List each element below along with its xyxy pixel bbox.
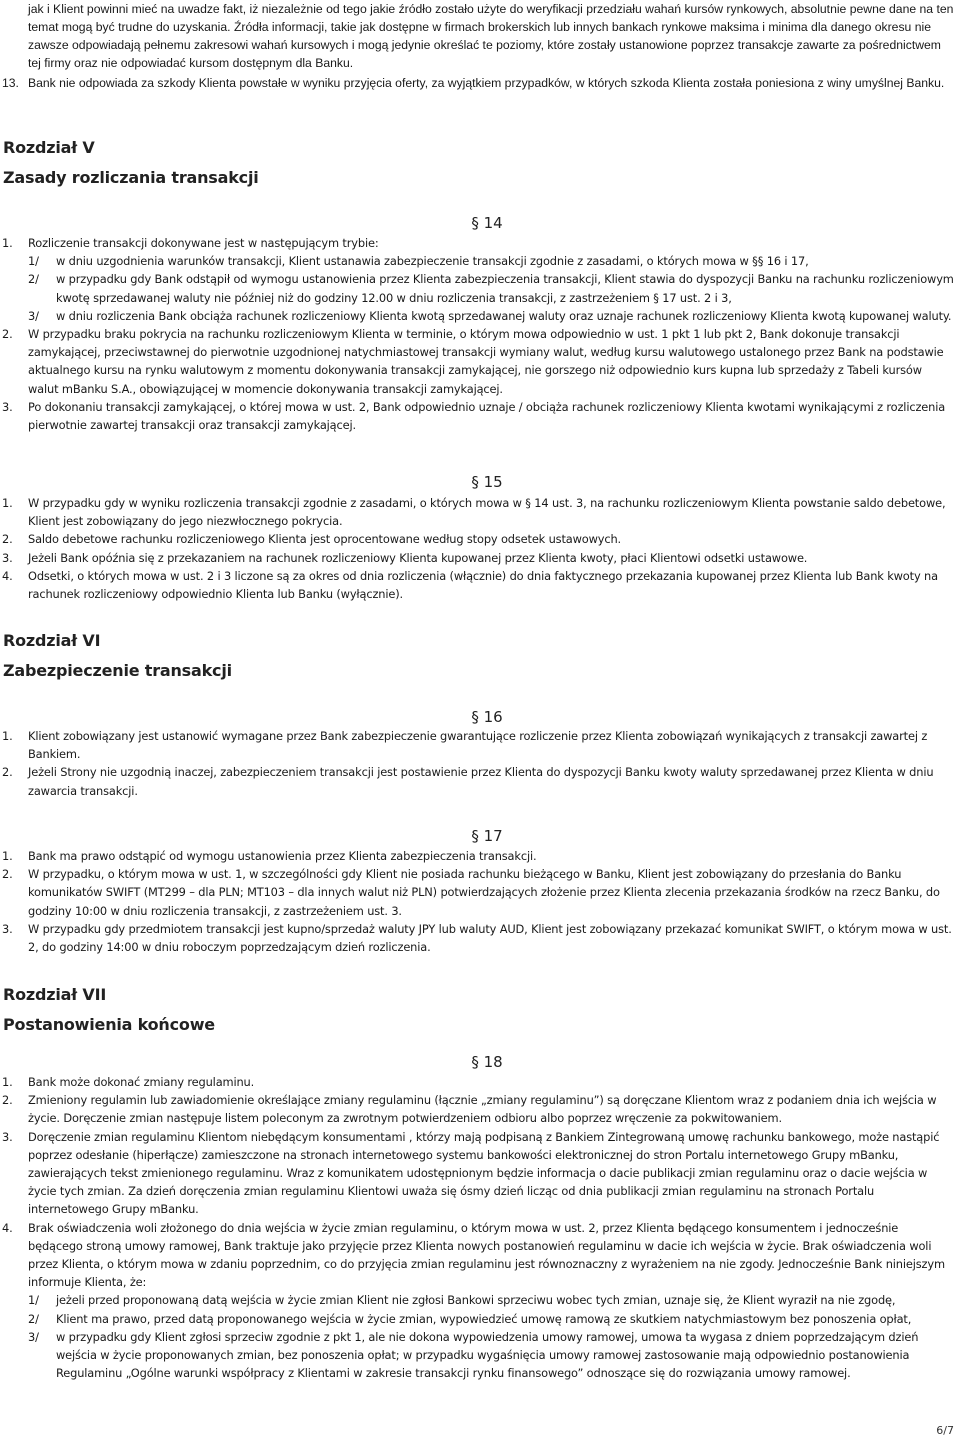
item-text: Odsetki, o których mowa w ust. 2 i 3 liczone są za okres od dnia rozliczenia (włącznie) do dnia faktycznego przekazania kupowanej przez Klienta lub Bank kwoty na rachunek rozliczeniowy odpowiednio Klienta lub Banku (wyłącznie). xyxy=(28,568,938,602)
sub-number: 2/ xyxy=(28,1311,39,1326)
item-text: Brak oświadczenia woli złożonego do dnia wejścia w życie zmian regulaminu, o którym mowa w ust. 2, przez Klienta będącego konsumentem i jednocześnie będącego stroną umowy ramowej, Bank traktuje jako przyjęcie przez Klienta nowych postanowień regulaminu w dacie ich wejścia w życie. Brak oświadczenia woli przez Klienta, o którym mowa w zdaniu poprzednim, co do przyjęcia zmian regulaminu jest równoznaczny z wyrażeniem na nie zgody. Jednocześnie Bank niniejszym informuje Klienta, że: xyxy=(28,1220,945,1290)
section-18-heading: § 18 xyxy=(471,1053,503,1071)
list-item xyxy=(0,398,960,434)
item-text: Zmieniony regulamin lub zawiadomienie określające zmiany regulaminu (łącznie „zmiany regulaminu”) są doręczane Klientom wraz z podaniem dnia ich wejścia w życie. Doręczenie zmian następuje listem poleconym za zwrotnym potwierdzeniem odbioru albo poprzez wręczenie za pokwitowaniem. xyxy=(28,1093,937,1126)
section-18-body xyxy=(0,1073,960,1382)
item-text: W przypadku gdy w wyniku rozliczenia transakcji zgodnie z zasadami, o których mowa w § 14 ust. 3, na rachunku rozliczeniowym Klienta powstanie saldo debetowe, Klient jest zobowiązany do jego niezwłocznego pokrycia. xyxy=(28,496,946,529)
item-text: Jeżeli Bank opóźnia się z przekazaniem na rachunek rozliczeniowy Klienta kupowanej przez Klienta kwoty, płaci Klientowi odsetki ustawowe. xyxy=(28,550,808,565)
item-number: 2. xyxy=(2,867,13,882)
chapter-7-title: Rozdział VII xyxy=(3,985,107,1004)
item-number: 3. xyxy=(2,399,13,414)
list-item xyxy=(0,1219,960,1292)
list-item xyxy=(0,1073,960,1091)
sub-number: 1/ xyxy=(28,1293,39,1308)
sub-text: jeżeli przed proponowaną datą wejścia w życie zmian Klient nie zgłosi Bankowi sprzeciwu wobec tych zmian, uznaje się, że Klient wyraził na nie zgodę, xyxy=(56,1293,896,1308)
section-15-heading: § 15 xyxy=(471,473,503,491)
chapter-6-subtitle: Zabezpieczenie transakcji xyxy=(3,661,232,680)
list-item xyxy=(0,234,960,252)
item-number: 1. xyxy=(2,236,13,250)
item-text: Bank może dokonać zmiany regulaminu. xyxy=(28,1075,255,1089)
list-item xyxy=(0,865,960,920)
point-text: Bank nie odpowiada za szkody Klienta powstałe w wyniku przyjęcia oferty, za wyjątkiem przypadków, w których szkoda Klienta została poniesiona z winy umyślnej Banku. xyxy=(28,76,945,90)
list-item xyxy=(0,727,960,763)
sub-item xyxy=(0,1328,960,1383)
section-16-heading: § 16 xyxy=(471,708,503,726)
list-item xyxy=(0,1091,960,1127)
item-text: W przypadku gdy przedmiotem transakcji jest kupno/sprzedaż waluty JPY lub waluty AUD, Klient jest zobowiązany przekazać komunikat SWIFT, o którym mowa w ust. 2, do godziny 14:00 w dniu roboczym poprzedzającym dzień rozliczenia. xyxy=(28,921,952,955)
item-number: 2. xyxy=(2,765,13,780)
section-14-body xyxy=(0,234,960,434)
sub-item xyxy=(0,252,960,270)
item-number: 3. xyxy=(2,1129,13,1144)
sub-text: w dniu rozliczenia Bank obciąża rachunek rozliczeniowy Klienta kwotą sprzedawanej waluty oraz uznaje rachunek rozliczeniowy Klienta kwotą kupowanej waluty. xyxy=(56,308,952,323)
sub-number: 1/ xyxy=(28,254,39,269)
sub-item xyxy=(0,307,960,325)
item-text: Bank ma prawo odstąpić od wymogu ustanowienia przez Klienta zabezpieczenia transakcji. xyxy=(28,849,537,863)
list-item xyxy=(0,567,960,603)
item-number: 2. xyxy=(2,327,13,342)
item-number: 3. xyxy=(2,921,13,936)
item-number: 1. xyxy=(2,729,13,743)
page-number: 6/7 xyxy=(936,1424,954,1437)
intro-text: jak i Klient powinni mieć na uwadze fakt, iż niezależnie od tego jakie źródło zostało użyte do weryfikacji przedziału wahań kursów rynkowych, absolutnie pewne dane na ten temat mogą być trudne do uzyskania. Źródła informacji, takie jak dostępne w firmach brokerskich lub innych bankach rynkowe maksima i minima dla danego okresu nie zawsze odpowiadają pełnemu zakresowi wahań kursowych i mogą jedynie określać te poziomy, które zostały ustanowione poprzez transakcje zawarte za pośrednictwem tej firmy oraz nie odpowiadać kursom dostępnym dla Banku. xyxy=(28,2,954,70)
item-text: W przypadku, o którym mowa w ust. 1, w szczególności gdy Klient nie posiada rachunku bieżącego w Banku, Klient jest zobowiązany do przesłania do Banku komunikatów SWIFT (MT299 – dla PLN; MT103 – dla innych walut niż PLN) potwierdzających złożenie przez Klienta zlecenia przekazania środków na rzecz Banku, do godziny 10:00 w dniu rozliczenia transakcji, z zastrzeżeniem ust. 3. xyxy=(28,867,940,918)
sub-text: Klient ma prawo, przed datą proponowanego wejścia w życie zmian, wypowiedzieć umowę ramową ze skutkiem natychmiastowym bez ponoszenia opłat, xyxy=(56,1311,912,1326)
item-number: 1. xyxy=(2,1075,13,1089)
chapter-5-subtitle: Zasady rozliczania transakcji xyxy=(3,168,259,187)
item-number: 4. xyxy=(2,1220,13,1235)
item-number: 4. xyxy=(2,568,13,583)
sub-item xyxy=(0,1310,960,1328)
list-item xyxy=(0,549,960,567)
list-item xyxy=(0,530,960,548)
list-item xyxy=(0,1128,960,1219)
point-13 xyxy=(0,74,960,92)
sub-text: w przypadku gdy Klient zgłosi sprzeciw zgodnie z pkt 1, ale nie dokona wypowiedzenia umowy ramowej, umowa ta wygasa z dniem poprzedzającym dzień wejścia w życie proponowanych zmian, bez ponoszenia opłat; w przypadku wygaśnięcia umowy ramowej zastosowanie mają odpowiednio postanowienia Regulaminu „Ogólne warunki współpracy z Klientami w zakresie transakcji rynku finansowego” odnoszące się do rozwiązania umowy ramowej. xyxy=(56,1329,919,1381)
item-text: Klient zobowiązany jest ustanowić wymagane przez Bank zabezpieczenie gwarantujące rozliczenie przez Klienta zobowiązań wynikających z transakcji zawartej z Bankiem. xyxy=(28,729,928,762)
section-17-heading: § 17 xyxy=(471,827,503,845)
sub-number: 2/ xyxy=(28,272,39,287)
section-14-heading: § 14 xyxy=(471,214,503,232)
item-text: Po dokonaniu transakcji zamykającej, o której mowa w ust. 2, Bank odpowiednio uznaje / obciąża rachunek rozliczeniowy Klienta kwotami wynikającymi z rozliczenia pierwotnie zawartej transakcji oraz transakcji zamykającej. xyxy=(28,399,946,433)
list-item xyxy=(0,494,960,530)
sub-number: 3/ xyxy=(28,308,39,323)
sub-item xyxy=(0,270,960,306)
section-17-body xyxy=(0,847,960,956)
section-15-body xyxy=(0,494,960,603)
item-number: 3. xyxy=(2,550,13,565)
sub-item xyxy=(0,1291,960,1309)
list-item xyxy=(0,763,960,799)
sub-text: w przypadku gdy Bank odstąpił od wymogu ustanowienia przez Klienta zabezpieczenia transakcji, Klient stawia do dyspozycji Banku na rachunku rozliczeniowym kwotę sprzedawanej waluty nie później niż do godziny 12.00 w dniu rozliczenia transakcji, z zastrzeżeniem § 17 ust. 2 i 3, xyxy=(56,272,954,305)
chapter-6-title: Rozdział VI xyxy=(3,631,101,650)
intro-paragraph xyxy=(0,0,960,72)
sub-number: 3/ xyxy=(28,1329,39,1344)
chapter-5-title: Rozdział V xyxy=(3,138,95,157)
sub-text: w dniu uzgodnienia warunków transakcji, Klient ustanawia zabezpieczenie transakcji zgodnie z zasadami, o których mowa w §§ 16 i 17, xyxy=(56,254,809,269)
item-number: 1. xyxy=(2,496,13,510)
item-number: 2. xyxy=(2,532,13,547)
item-text: Rozliczenie transakcji dokonywane jest w następującym trybie: xyxy=(28,236,379,250)
item-text: W przypadku braku pokrycia na rachunku rozliczeniowym Klienta w terminie, o którym mowa odpowiednio w ust. 1 pkt 1 lub pkt 2, Bank dokonuje transakcji zamykającej, przeciwstawnej do pierwotnie uzgodnionej natychmiastowej transakcji wymiany walut, według kursu walutowego ustalonego przez Bank na podstawie aktualnego kursu na rynku walutowym z momentu dokonywania transakcji zamykającej, nie gorszego niż odpowiednio kurs kupna lub sprzedaży z Tabeli kursów walut mBanku S.A., obowiązującej w momencie dokonywania transakcji zamykającej. xyxy=(28,327,944,396)
chapter-7-subtitle: Postanowienia końcowe xyxy=(3,1015,215,1034)
section-16-body xyxy=(0,727,960,800)
item-text: Jeżeli Strony nie uzgodnią inaczej, zabezpieczeniem transakcji jest postawienie przez Klienta do dyspozycji Banku kwoty waluty sprzedawanej przez Klienta w dniu zawarcia transakcji. xyxy=(28,765,934,798)
list-item xyxy=(0,325,960,398)
item-text: Doręczenie zmian regulaminu Klientom niebędącym konsumentami , którzy mają podpisaną z Bankiem Zintegrowaną umowę rachunku bankowego, może nastąpić poprzez odesłanie (hiperłącze) zamieszczone na stronach internetowego systemu bankowości elektronicznej do stron Portalu internetowego Grupy mBanku, zawierających tekst zmienionego regulaminu. Wraz z komunikatem udostępnionym będzie informacja o dacie publikacji zmian regulaminu oraz o dacie wejścia w życie tych zmian. Za dzień doręczenia zmian regulaminu Klientowi uważa się ósmy dzień licząc od dnia publikacji zmian regulaminu na stronach Portalu internetowego Grupy mBanku. xyxy=(28,1129,940,1217)
list-item xyxy=(0,847,960,865)
item-text: Saldo debetowe rachunku rozliczeniowego Klienta jest oprocentowane według stopy odsetek ustawowych. xyxy=(28,532,621,547)
item-number: 1. xyxy=(2,849,13,863)
item-number: 2. xyxy=(2,1093,13,1108)
point-number: 13. xyxy=(2,76,19,90)
list-item xyxy=(0,920,960,956)
